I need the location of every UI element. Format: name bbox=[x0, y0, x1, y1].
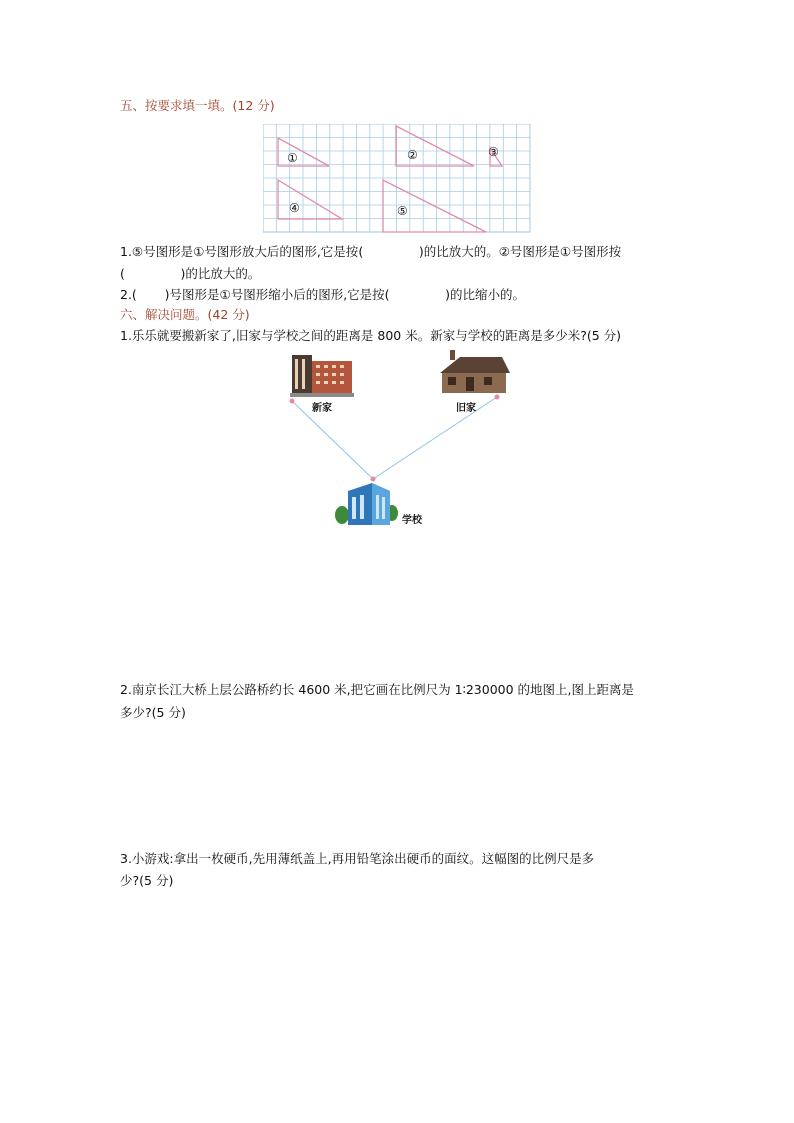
old-home-label: 旧家 bbox=[456, 403, 476, 414]
shape-label-1: ① bbox=[287, 151, 298, 165]
section-6-q3-line2: 少?(5 分) bbox=[120, 873, 174, 888]
section-6-title bbox=[120, 307, 250, 323]
section-5-q2: 2.( )号图形是①号图形缩小后的图形,它是按( )的比缩小的。 bbox=[120, 287, 526, 302]
shape-label-4: ④ bbox=[289, 201, 300, 215]
wooden-house-icon bbox=[440, 350, 510, 393]
line-new-home-school bbox=[292, 401, 373, 479]
section-5-q1-line1: 1.⑤号图形是①号图形放大后的图形,它是按( )的比放大的。②号图形是①号图形按 bbox=[120, 244, 622, 259]
line-old-home-school bbox=[373, 397, 497, 479]
point-school bbox=[371, 477, 376, 482]
section-6-title-text: 六、解决问题。 bbox=[120, 307, 208, 322]
section-6-q2-line1: 2.南京长江大桥上层公路桥约长 4600 米,把它画在比例尺为 1∶230000 的地图上,图上距离是 bbox=[120, 682, 635, 697]
grid-figure bbox=[263, 124, 531, 234]
shape-label-5: ⑤ bbox=[397, 204, 408, 218]
section-5-title-text: 五、按要求填一填。 bbox=[120, 98, 233, 113]
section-5-score: (12 分) bbox=[232, 98, 275, 113]
shape-label-2: ② bbox=[407, 148, 418, 162]
section-6-q2-line2: 多少?(5 分) bbox=[120, 705, 186, 720]
school-building-icon bbox=[335, 483, 398, 525]
point-old-home bbox=[495, 395, 500, 400]
section-6-q1: 1.乐乐就要搬新家了,旧家与学校之间的距离是 800 米。新家与学校的距离是多少米?(5 分) bbox=[120, 328, 622, 343]
section-6-q3-line1: 3.小游戏:拿出一枚硬币,先用薄纸盖上,再用铅笔涂出硬币的面纹。这幅图的比例尺是多 bbox=[120, 851, 595, 866]
school-label: 学校 bbox=[402, 515, 422, 526]
section-6-score: (42 分) bbox=[207, 307, 250, 322]
new-home-label: 新家 bbox=[312, 403, 332, 414]
apartment-building-icon bbox=[290, 355, 354, 397]
shape-label-3: ③ bbox=[488, 145, 499, 159]
map-figure bbox=[280, 345, 520, 530]
point-new-home bbox=[290, 399, 295, 404]
section-5-title bbox=[120, 98, 275, 114]
section-5-q1-line2: ( )的比放大的。 bbox=[120, 266, 261, 281]
